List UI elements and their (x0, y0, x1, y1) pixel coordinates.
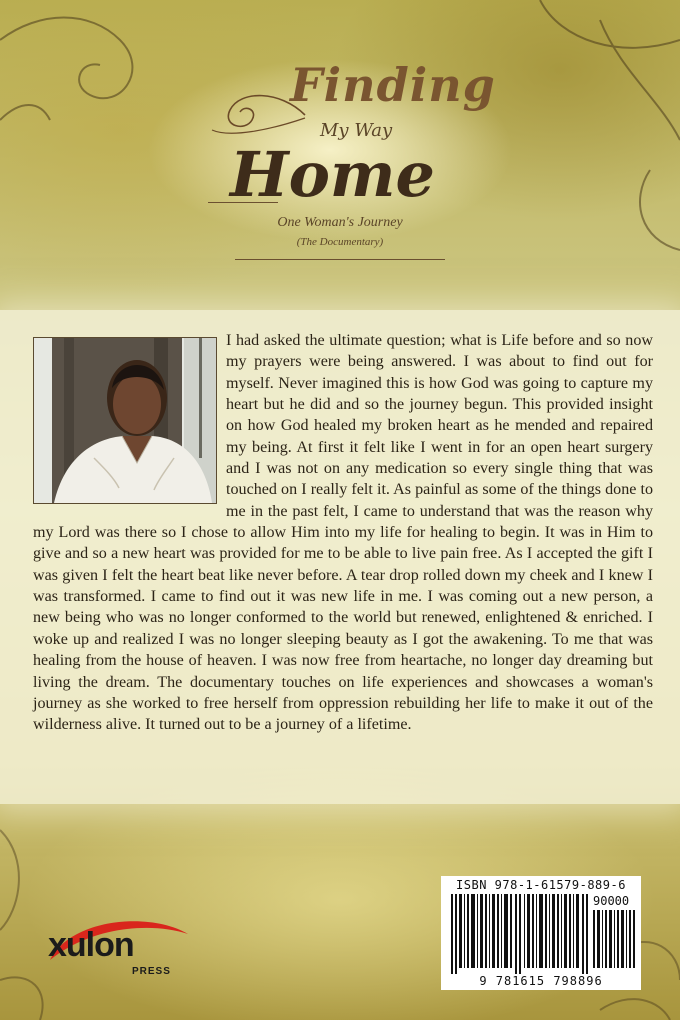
publisher-imprint: PRESS (132, 966, 171, 977)
blurb-text: I had asked the ultimate question; what is Life before and so now my prayers were being answered. I was about to find out for myself. Never imagined this is how God was going to capture my heart but he did and so the journey begun. This provided insight on how God healed my broken heart as he mended and repaired my being. At first it felt like I went in for an open heart surgery and I was not on any medication so every single thing that was touched on I really felt it. As painful as some of the things done to me in the past felt, I came to understand that was the reason why my Lord was there so I chose to allow Him into my life for healing to begin. It was in Him to give and so a new heart was provided for me to be able to live pain free. As I accepted the gift I was given I felt the heart beat like never before. A tear drop rolled down my cheek and I knew I was transformed. I came to find out it was new life in me. I was coming out a new person, a new being who was no longer conformed to the world but renewed, enlightened & enriched. I woke up and realized I was no longer sleeping beauty as I got the awakening. To me that was healing from the house of heaven. I was now free from heartache, no longer day dreaming but living the dream. The documentary touches on life experiences and showcases a woman's journey as she worked to free herself from oppression rebuilding her life to make it out of the wilderness alive. It turned out to be a journey of a lifetime. (33, 332, 653, 734)
title-divider (235, 259, 445, 260)
book-title-block (190, 50, 496, 280)
price-code: 90000 (593, 894, 630, 908)
publisher-logo (42, 912, 192, 982)
title-home: Home (230, 138, 435, 211)
ean-number: 9 781615 798896 (479, 974, 603, 988)
title-finding: Finding (290, 58, 496, 112)
isbn-number: ISBN 978-1-61579-889-6 (456, 878, 626, 892)
isbn-barcode (441, 876, 641, 990)
publisher-name: xulon (48, 926, 134, 964)
ean-barcode-bars (451, 894, 589, 974)
back-cover-blurb (33, 330, 653, 736)
subtitle: One Woman's Journey (277, 215, 403, 230)
photo-spacer (33, 330, 226, 501)
title-my-way: My Way (320, 120, 393, 141)
subtitle-documentary: (The Documentary) (296, 236, 384, 248)
addon-barcode-bars (593, 910, 635, 968)
